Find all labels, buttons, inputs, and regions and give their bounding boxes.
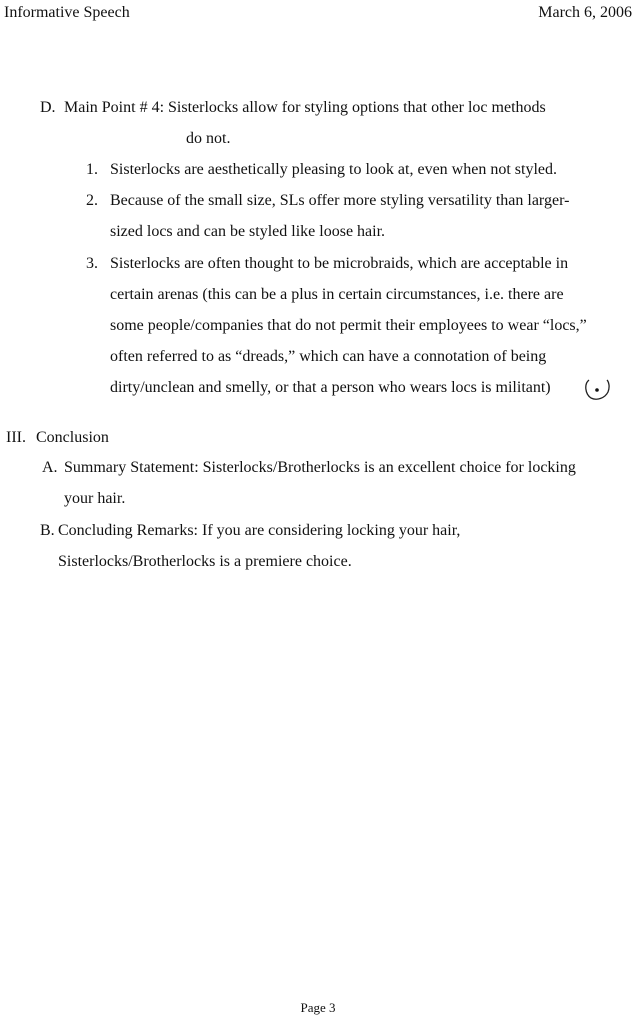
main-point-d-line2: do not. (186, 130, 231, 147)
item-2-line1: Because of the small size, SLs offer more styling versatility than larger- (110, 192, 570, 209)
item-2-line2: sized locs and can be styled like loose hair. (110, 223, 386, 240)
conclusion-a-line1: Summary Statement: Sisterlocks/Brotherlocks is an excellent choice for locking (64, 459, 576, 476)
conclusion-marker: III. (6, 429, 26, 446)
item-2-number: 2. (86, 192, 98, 209)
main-point-d-line1: Main Point # 4: Sisterlocks allow for styling options that other loc methods (64, 99, 546, 116)
handwritten-period-mark (583, 376, 613, 402)
conclusion-title: Conclusion (36, 429, 109, 446)
conclusion-a-marker: A. (42, 459, 58, 476)
header-title: Informative Speech (4, 4, 130, 21)
conclusion-a-line2: your hair. (64, 490, 126, 507)
item-3-line1: Sisterlocks are often thought to be microbraids, which are acceptable in (110, 255, 569, 272)
item-3-line2: certain arenas (this can be a plus in certain circumstances, i.e. there are (110, 286, 564, 303)
item-3-number: 3. (86, 255, 98, 272)
item-3-line5: dirty/unclean and smelly, or that a person who wears locs is militant) (110, 379, 551, 396)
item-3-line3: some people/companies that do not permit their employees to wear “locs,” (110, 317, 587, 334)
conclusion-b-line1: Concluding Remarks: If you are considering locking your hair, (58, 522, 461, 539)
main-point-d-marker: D. (40, 99, 56, 116)
conclusion-b-line2: Sisterlocks/Brotherlocks is a premiere choice. (58, 553, 352, 570)
item-1-number: 1. (86, 161, 98, 178)
conclusion-b-marker: B. (40, 522, 55, 539)
item-3-line4: often referred to as “dreads,” which can have a connotation of being (110, 348, 547, 365)
item-1-line1: Sisterlocks are aesthetically pleasing to look at, even when not styled. (110, 161, 557, 178)
header-date: March 6, 2006 (538, 4, 632, 21)
page-number: Page 3 (300, 1000, 336, 1015)
